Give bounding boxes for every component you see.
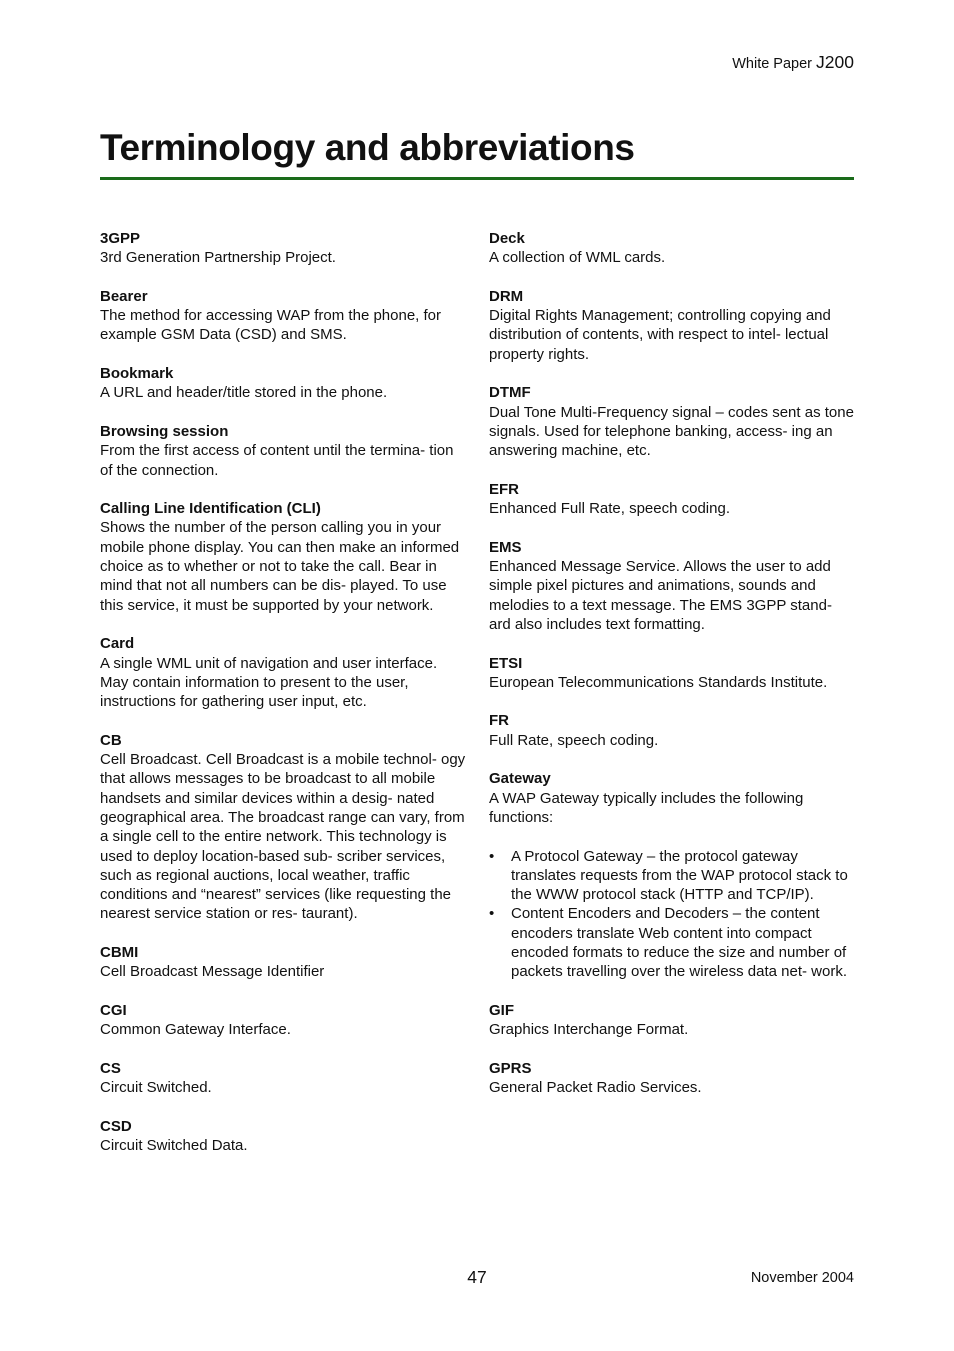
- entry-term: CS: [100, 1059, 121, 1077]
- glossary-entry: [100, 943, 468, 982]
- entry-definition: A single WML unit of navigation and user interface. May contain information to present to the user, instructions for gathering user input, etc.: [100, 654, 438, 711]
- entry-definition: European Telecommunications Standards Institute.: [489, 673, 828, 691]
- bullet-list: [489, 847, 855, 982]
- entry-definition: Full Rate, speech coding.: [489, 731, 659, 749]
- entry-definition: Common Gateway Interface.: [100, 1021, 291, 1039]
- glossary-entry: [100, 229, 468, 268]
- entry-term: CB: [100, 731, 122, 749]
- entry-definition: A WAP Gateway typically includes the following functions:: [489, 789, 804, 826]
- glossary-entry: [489, 769, 855, 981]
- entry-term: Bookmark: [100, 365, 174, 383]
- right-column: [489, 229, 855, 1117]
- entry-term: CBMI: [100, 943, 139, 961]
- entry-term: ETSI: [489, 654, 523, 672]
- entry-term: CSD: [100, 1117, 132, 1135]
- entry-term: GIF: [489, 1001, 514, 1019]
- footer-date: November 2004: [750, 1270, 854, 1286]
- entry-term: Card: [100, 635, 135, 653]
- header-model: J200: [816, 52, 854, 72]
- glossary-entry: [489, 383, 855, 460]
- entry-term: FR: [489, 712, 509, 730]
- entry-definition: General Packet Radio Services.: [489, 1079, 702, 1097]
- glossary-entry: [100, 634, 468, 711]
- bullet-item: • A Protocol Gateway – the protocol gateway translates requests from the WAP protocol stack to the WWW protocol stack (HTTP and TCP/IP).: [489, 847, 855, 905]
- entry-definition: Dual Tone Multi-Frequency signal – codes sent as tone signals. Used for telephone banking, access- ing an answering machine, etc.: [489, 403, 854, 460]
- entry-definition: Enhanced Full Rate, speech coding.: [489, 500, 730, 518]
- entry-definition: Circuit Switched.: [100, 1079, 212, 1097]
- header-label: White Paper: [732, 56, 813, 72]
- page-number: 47: [467, 1267, 487, 1287]
- glossary-entry: [100, 364, 468, 403]
- entry-term: EMS: [489, 538, 522, 556]
- entry-definition: A collection of WML cards.: [489, 249, 666, 267]
- entry-definition: Digital Rights Management; controlling copying and distribution of contents, with respect to intel- lectual property rights.: [489, 307, 831, 363]
- entry-term: Calling Line Identification (CLI): [100, 500, 321, 518]
- entry-definition: Enhanced Message Service. Allows the user to add simple pixel pictures and animations, sounds and melodies to a text message. The EMS 3GPP stand- ard also includes text formatting.: [489, 558, 832, 633]
- entry-term: DRM: [489, 287, 524, 305]
- entry-definition: Circuit Switched Data.: [100, 1136, 248, 1154]
- entry-term: DTMF: [489, 384, 531, 402]
- glossary-entry: [489, 538, 855, 634]
- left-column: [100, 229, 468, 1175]
- glossary-entry: [489, 229, 855, 268]
- glossary-entry: [100, 499, 468, 615]
- entry-definition: Cell Broadcast. Cell Broadcast is a mobile technol- ogy that allows messages to be broadcast to all mobile handsets and similar devices within a desig- nated geographical area. The broadcast range can vary, from a single cell to the entire network. This technology is used to deploy location-based sub- scriber services, such as regional auctions, local weather, traffic conditions and “nearest” services (like requesting the nearest service station or res- taurant).: [100, 751, 466, 923]
- entry-term: Deck: [489, 230, 525, 247]
- glossary-entry: [489, 480, 855, 519]
- entry-term: Bearer: [100, 287, 148, 305]
- entry-definition: 3rd Generation Partnership Project.: [100, 249, 336, 267]
- glossary-entry: [100, 731, 468, 924]
- entry-definition: A URL and header/title stored in the phone.: [100, 384, 388, 402]
- entry-definition: Cell Broadcast Message Identifier: [100, 963, 325, 981]
- entry-definition: The method for accessing WAP from the phone, for example GSM Data (CSD) and SMS.: [100, 307, 442, 344]
- glossary-entry: [100, 1059, 468, 1098]
- document-header: [732, 52, 854, 73]
- glossary-entry: [100, 422, 468, 480]
- entry-definition: Graphics Interchange Format.: [489, 1021, 689, 1039]
- entry-term: Gateway: [489, 770, 551, 788]
- page-title: Terminology and abbreviations: [100, 124, 854, 180]
- glossary-entry: [489, 1001, 855, 1040]
- glossary-entry: [489, 654, 855, 693]
- entry-definition: Shows the number of the person calling you in your mobile phone display. You can then make an informed choice as to whether or not to take the call. Bear in mind that not all numbers can be dis- played. To use this service, it must be supported by your network.: [100, 519, 460, 614]
- glossary-entry: [100, 1117, 468, 1156]
- bullet-item: • Content Encoders and Decoders – the content encoders translate Web content into compact encoded formats to reduce the size and number of packets travelling over the wireless data net- work.: [489, 904, 855, 981]
- entry-term: CGI: [100, 1001, 127, 1019]
- glossary-entry: [489, 711, 855, 750]
- glossary-entry: [489, 287, 855, 364]
- glossary-entry: [489, 1059, 855, 1098]
- entry-term: GPRS: [489, 1059, 532, 1077]
- glossary-entry: [100, 1001, 468, 1040]
- entry-term: 3GPP: [100, 230, 141, 247]
- glossary-entry: [100, 287, 468, 345]
- entry-term: Browsing session: [100, 422, 229, 440]
- entry-term: EFR: [489, 480, 519, 498]
- entry-definition: From the first access of content until the termina- tion of the connection.: [100, 442, 454, 479]
